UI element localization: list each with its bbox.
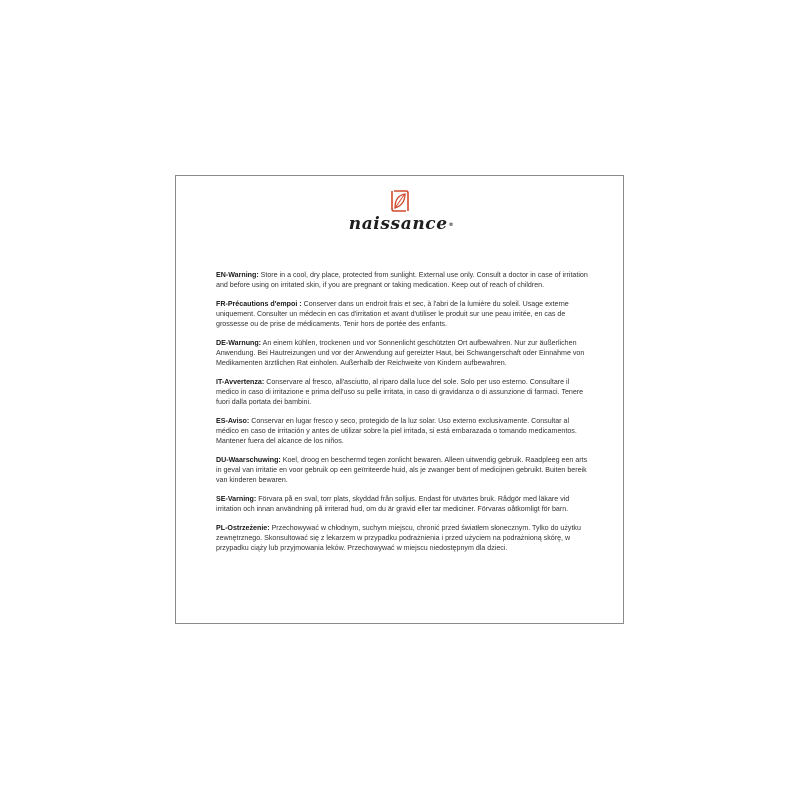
brand-name: naissance [348, 214, 448, 234]
warning-text: Förvara på en sval, torr plats, skyddad från solljus. Endast för utvärtes bruk. Rådgör med läkare vid irritation och innan användning på irriterad hud, om du är gravid eller tar mediciner. Förvaras oåtkomligt för barn. [216, 495, 570, 513]
naissance-leaf-logo-icon [389, 189, 411, 213]
warning-text: Conservare al fresco, all'asciutto, al riparo dalla luce del sole. Solo per uso esterno. Consultare il medico in caso di irritazione e prima dell'uso su pelle irritata, in caso di gravidanza o di assunzione di farmaci. Tenere fuori dalla portata dei bambini. [216, 378, 584, 406]
registered-mark: ® [448, 221, 455, 228]
brand-wordmark [176, 214, 623, 234]
warning-de [216, 338, 588, 368]
warning-se [216, 494, 588, 514]
warning-pl [216, 523, 588, 553]
warning-label: FR-Précautions d'empoi : [216, 300, 302, 308]
warning-es [216, 416, 588, 446]
warning-it [216, 377, 588, 407]
warnings-list [216, 270, 588, 562]
warning-fr [216, 299, 588, 329]
warning-text: Przechowywać w chłodnym, suchym miejscu, chronić przed światłem słonecznym. Tylko do użytku zewnętrznego. Skonsultować się z lekarzem w przypadku podrażnienia i przed użyciem na podrażnioną skórę, w przypadku ciąży lub przyjmowania leków. Przechowywać w miejscu niedostępnym dla dzieci. [216, 524, 581, 552]
warning-label: IT-Avvertenza: [216, 378, 265, 386]
warning-text: Koel, droog en beschermd tegen zonlicht bewaren. Alleen uitwendig gebruik. Raadpleeg een arts in geval van irritatie en voor gebruik op een geïrriteerde huid, als je zwanger bent of medicijnen gebruikt. Buiten bereik van kinderen bewaren. [216, 456, 588, 484]
warning-label: DE-Warnung: [216, 339, 262, 347]
warning-en [216, 270, 588, 290]
warning-label: PL-Ostrzeżenie: [216, 524, 270, 532]
warning-label: EN-Warning: [216, 271, 259, 279]
warning-label: ES-Aviso: [216, 417, 250, 425]
label-card [175, 175, 624, 624]
warning-label: DU-Waarschuwing: [216, 456, 281, 464]
warning-text: An einem kühlen, trockenen und vor Sonnenlicht geschützten Ort aufbewahren. Nur zur äußerlichen Anwendung. Bei Hautreizungen und vor der Anwendung auf gereizter Haut, bei Schwangerschaft oder Einnahme von Medikamenten ärztlichen Rat einholen. Außerhalb der Reichweite von Kindern aufbewahren. [216, 339, 585, 367]
warning-du [216, 455, 588, 485]
warning-text: Store in a cool, dry place, protected from sunlight. External use only. Consult a doctor in case of irritation and before using on irritated skin, if you are pregnant or taking medication. Keep out of reach of children. [216, 271, 588, 289]
warning-text: Conserver dans un endroit frais et sec, à l'abri de la lumière du soleil. Usage externe uniquement. Consulter un médecin en cas d'irritation et avant d'utiliser le produit sur une peau irritée, en cas de grossesse ou de prise de médicaments. Tenir hors de portée des enfants. [216, 300, 569, 328]
warning-label: SE-Varning: [216, 495, 257, 503]
warning-text: Conservar en lugar fresco y seco, protegido de la luz solar. Uso externo exclusivamente. Consultar al médico en caso de irritación y antes de utilizar sobre la piel irritada, si está embarazada o tomando medicamentos. Mantener fuera del alcance de los niños. [216, 417, 577, 445]
